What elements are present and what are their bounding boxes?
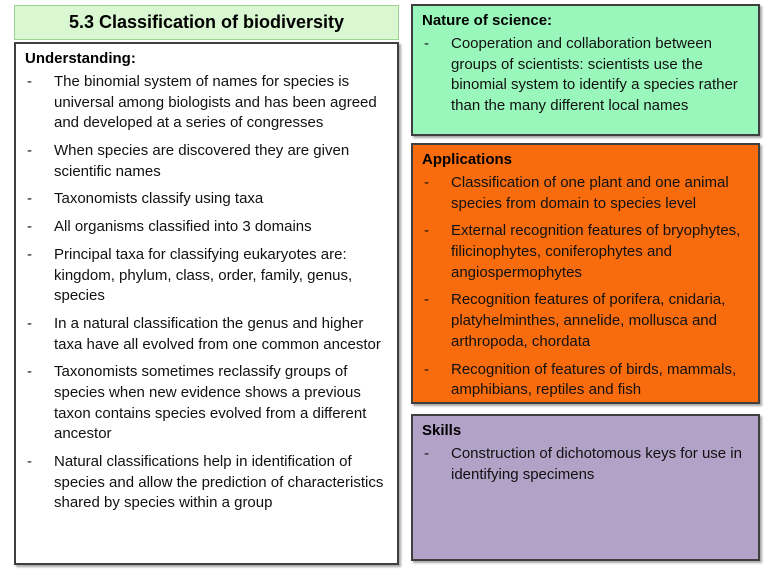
bullet-marker: - [27,142,32,160]
list-item-text: Principal taxa for classifying eukaryotes are: kingdom, phylum, class, order, family, genus, species [54,245,353,305]
list-item [16,72,391,134]
slide-title-box [14,5,399,40]
nature-of-science-list [413,32,758,117]
bullet-marker: - [27,73,32,90]
list-item-text: When species are discovered they are given scientific names [54,142,350,180]
list-item [16,362,391,445]
applications-list [413,171,758,401]
list-item-text: All organisms classified into 3 domains [54,218,312,236]
understanding-panel [14,42,399,565]
bullet-marker: - [424,174,429,191]
nature-of-science-heading: Nature of science: [422,12,553,29]
list-item-text: Taxonomists classify using taxa [54,190,264,208]
list-item [16,141,391,182]
page-title: 5.3 Classification of biodiversity [68,12,345,32]
bullet-marker: - [424,35,429,52]
nature-of-science-panel [411,4,760,136]
list-item-text: Classification of one plant and one animal species from domain to species level [451,174,729,212]
list-item-text: Construction of dichotomous keys for use in identifying specimens [451,445,742,483]
skills-list [413,442,758,485]
list-item [16,189,391,210]
skills-heading: Skills [422,422,462,439]
list-item [413,173,752,214]
list-item [16,452,391,514]
list-item [413,290,752,352]
understanding-list [16,70,397,514]
bullet-marker: - [424,445,429,462]
list-item-text: Recognition of features of birds, mammals, amphibians, reptiles and fish [451,360,737,399]
bullet-marker: - [27,363,32,381]
bullet-marker: - [27,190,32,208]
bullet-marker: - [27,218,32,236]
list-item-text: In a natural classification the genus and higher taxa have all evolved from one common ancestor [54,314,381,353]
applications-heading: Applications [422,151,513,168]
skills-panel [411,414,760,561]
bullet-marker: - [27,314,32,332]
bullet-marker: - [424,222,429,240]
list-item [413,34,752,117]
list-item [413,221,752,283]
list-item [413,444,752,485]
understanding-heading: Understanding: [25,50,136,67]
list-item-text: Recognition features of porifera, cnidaria, platyhelminthes, annelide, mollusca and arthropoda, chordata [451,291,726,350]
bullet-marker: - [424,360,429,378]
list-item [16,217,391,238]
bullet-marker: - [27,453,32,470]
list-item [16,314,391,355]
list-item [16,245,391,307]
bullet-marker: - [27,245,32,263]
bullet-marker: - [424,291,429,309]
list-item-text: Taxonomists sometimes reclassify groups of species when new evidence shows a previous taxon contains species evolved from a different ancestor [54,363,367,443]
list-item-text: Natural classifications help in identification of species and allow the prediction of characteristics shared by species within a group [54,453,384,512]
list-item-text: Cooperation and collaboration between groups of scientists: scientists use the binomial system to identify a species rather than the many different local names [451,35,738,115]
applications-panel [411,143,760,404]
list-item-text: External recognition features of bryophytes, filicinophytes, coniferophytes and angiospermophytes [451,222,741,281]
list-item-text: The binomial system of names for species is universal among biologists and has been agreed and developed at a series of congresses [54,73,377,132]
list-item [413,360,752,401]
